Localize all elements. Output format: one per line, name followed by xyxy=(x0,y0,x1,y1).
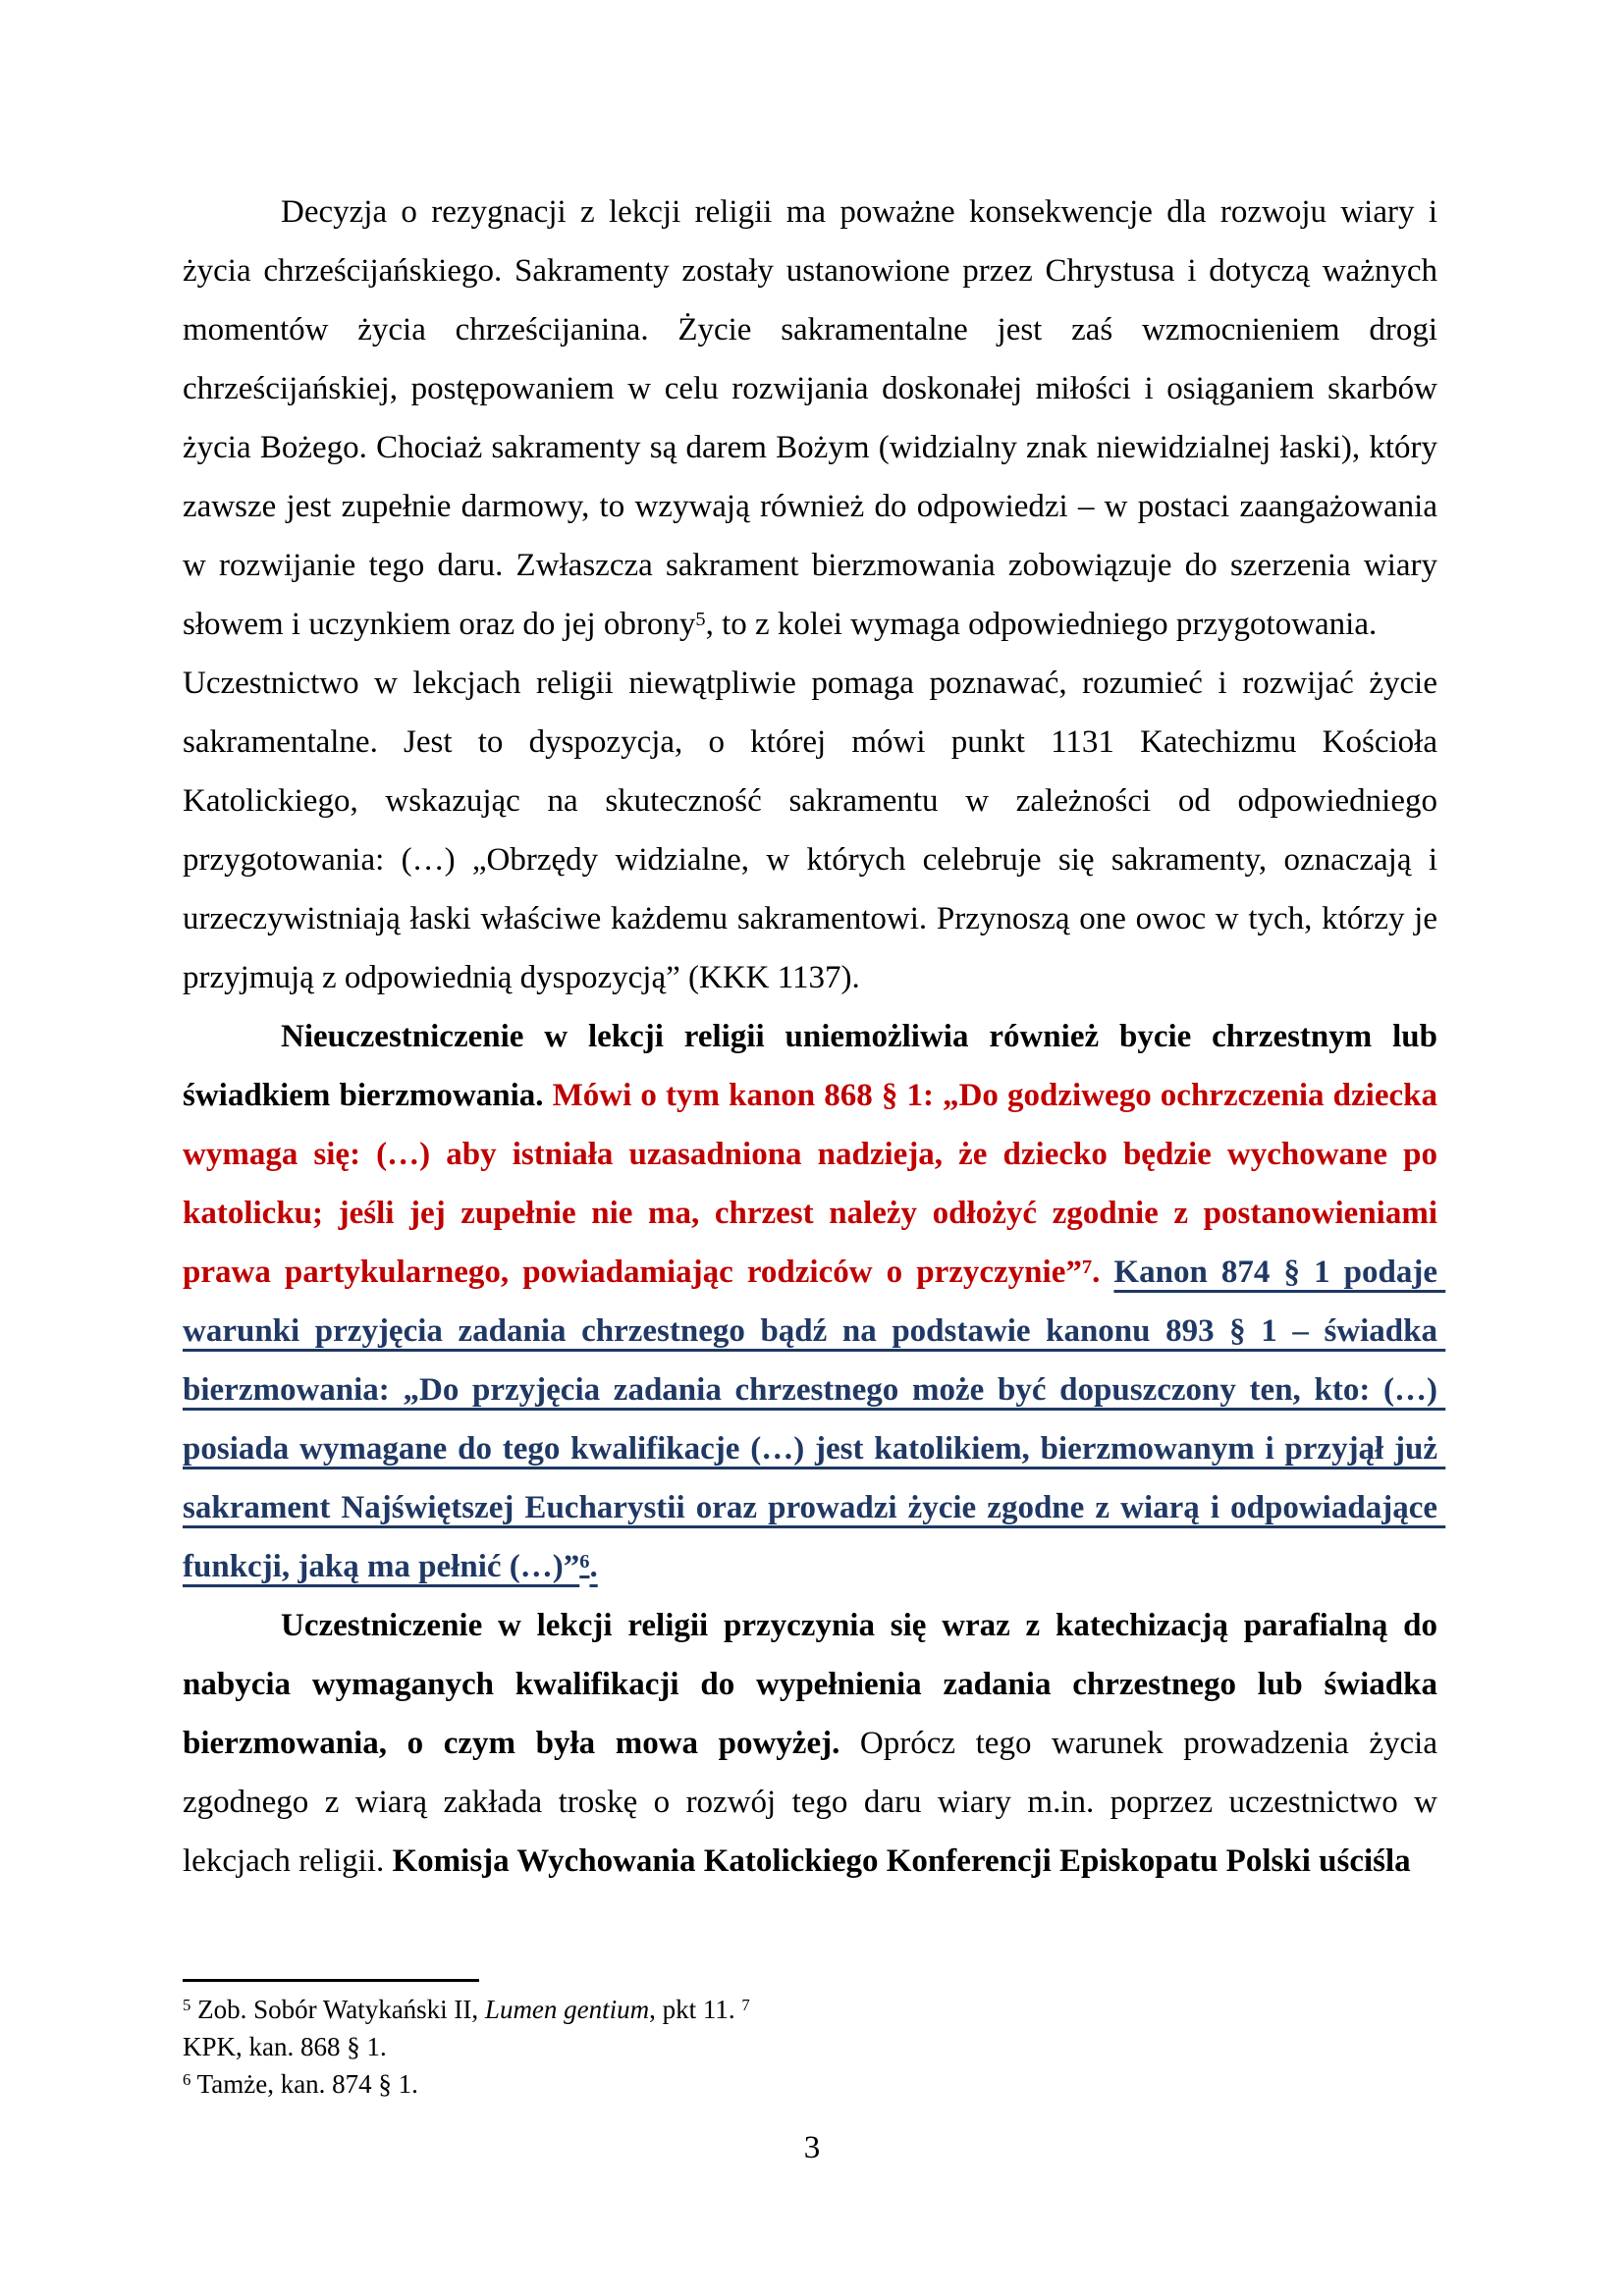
footnote xyxy=(183,2065,1437,2103)
text-run: Decyzja o rezygnacji z lekcji religii ma poważne konsekwencje dla rozwoju wiary i życia chrześcijańskiego. Sakramenty zostały ustanowione przez Chrystusa i dotyczą ważnych momentów życia chrześcijanina. Życie sakramentalne jest zaś wzmocnieniem drogi chrześcijańskiej, postępowaniem w celu rozwijania doskonałej miłości i osiąganiem skarbów życia Bożego. Chociaż sakramenty są darem Bożym (widzialny znak niewidzialnej łaski), który zawsze jest zupełnie darmowy, to wzywają również do odpowiedzi – w postaci zaangażowania w rozwijanie tego daru. Zwłaszcza sakrament bierzmowania zobowiązuje do szerzenia wiary słowem i uczynkiem oraz do jej obrony xyxy=(183,194,1446,642)
footnote xyxy=(183,1991,1437,2028)
text-run: Nieuczestniczenie w lekcji religii uniemożliwia również bycie chrzestnym lub świadkiem bierzmowania. xyxy=(183,1019,1446,1113)
body-paragraph xyxy=(183,1596,1446,1891)
text-run: . xyxy=(589,1549,598,1584)
text-run: Mówi o tym kanon 868 § 1: „Do godziwego ochrzczenia dziecka wymaga się: (…) aby istniała uzasadniona nadzieja, że dziecko będzie wychowane po katolicku; jeśli jej zupełnie nie ma, chrzest należy odłożyć zgodnie z postanowieniami prawa partykularnego, powiadamiając rodziców o przyczynie” xyxy=(183,1078,1446,1290)
text-run: Lumen gentium xyxy=(484,1995,650,2024)
page-number: 3 xyxy=(803,2130,821,2165)
text-run: Zob. Sobór Watykański II, xyxy=(190,1995,485,2024)
text-run: Uczestniczenie w lekcji religii przyczynia się wraz z katechizacją parafialną do nabycia wymaganych kwalifikacji do wypełnienia zadania chrzestnego lub świadka bierzmowania, o czym była mowa powyżej. xyxy=(183,1608,1446,1761)
superscript-ref: 6 xyxy=(579,1550,590,1573)
text-run: Oprócz tego warunek prowadzenia życia zgodnego z wiarą zakłada troskę o rozwój tego daru wiary m.in. poprzez uczestnictwo w lekcjach religii. xyxy=(183,1726,1446,1879)
text-run: Komisja Wychowania Katolickiego Konferencji Episkopatu Polski uściśla xyxy=(392,1843,1411,1879)
body-text xyxy=(183,183,1446,1891)
superscript-ref: 6 xyxy=(183,2070,191,2090)
superscript-ref: 7 xyxy=(1081,1255,1093,1278)
footnote xyxy=(183,2028,1437,2065)
superscript-ref: 7 xyxy=(741,1996,750,2015)
text-run: Tamże, kan. 874 § 1. xyxy=(190,2069,418,2099)
body-paragraph xyxy=(183,654,1446,1007)
text-run: Uczestnictwo w lekcjach religii niewątpliwie pomaga poznawać, rozumieć i rozwijać życie sakramentalne. Jest to dyspozycja, o której mówi punkt 1131 Katechizmu Kościoła Katolickiego, wskazując na skuteczność sakramentu w zależności od odpowiedniego przygotowania: (…) „Obrzędy widzialne, w których celebruje się sakramenty, oznaczają i urzeczywistniają łaski właściwe każdemu sakramentowi. Przynoszą one owoc w tych, którzy je przyjmują z odpowiednią dyspozycją” (KKK 1137). xyxy=(183,666,1446,995)
body-paragraph xyxy=(183,1007,1446,1596)
text-run: , to z kolei wymaga odpowiedniego przygotowania. xyxy=(705,607,1378,642)
text-run: . xyxy=(1092,1255,1114,1290)
superscript-ref: 5 xyxy=(183,1996,191,2015)
body-paragraph xyxy=(183,183,1446,654)
footnotes-section xyxy=(183,1991,1437,2103)
text-run: , pkt 11. xyxy=(649,1995,742,2024)
superscript-ref: 5 xyxy=(695,608,706,630)
text-run: Kanon 874 § 1 podaje warunki przyjęcia zadania chrzestnego bądź na podstawie kanonu 893 § 1 – świadka bierzmowania: „Do przyjęcia zadania chrzestnego może być dopuszczony ten, kto: (…) posiada wymagane do tego kwalifikacje (…) jest katolikiem, bierzmowanym i przyjął już sakrament Najświętszej Eucharystii oraz prowadzi życie zgodne z wiarą i odpowiadające funkcji, jaką ma pełnić (…)” xyxy=(183,1255,1446,1584)
text-run: KPK, kan. 868 § 1. xyxy=(183,2032,387,2061)
footnote-separator xyxy=(183,1979,479,1982)
